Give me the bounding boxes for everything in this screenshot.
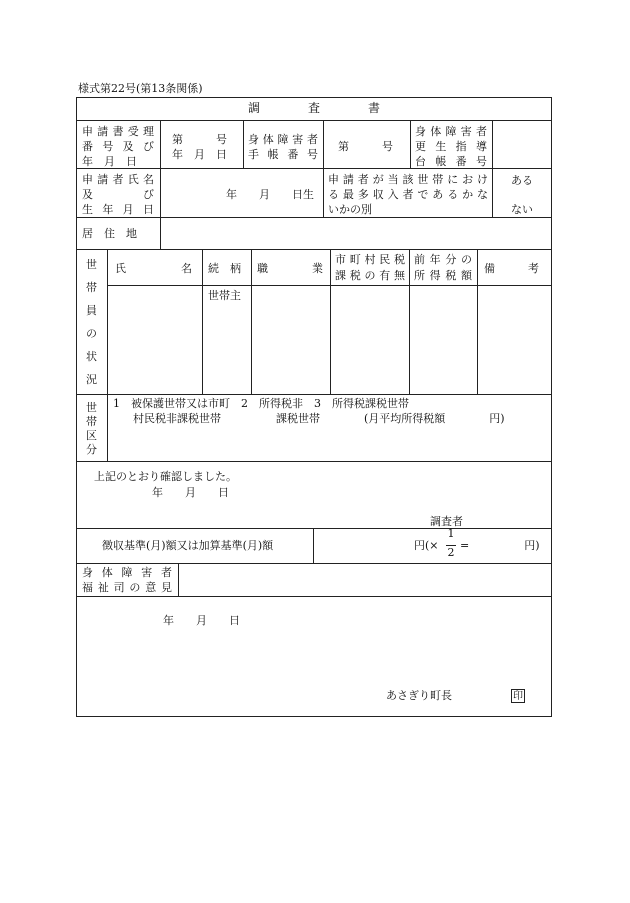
yes-option: ある	[511, 174, 533, 187]
fee-value-prefix: 円(×	[414, 539, 439, 552]
household-side-2: 帯	[86, 281, 97, 294]
col-income-2: 所得税額	[414, 269, 472, 282]
fee-label: 徴収基準(月)額又は加算基準(月)額	[102, 539, 274, 552]
max-income-question-3: いかの別	[328, 203, 372, 216]
investigator-label: 調査者	[430, 515, 463, 528]
fee-value-suffix: = 円)	[460, 539, 540, 552]
receipt-label-1: 申請書受理	[82, 125, 154, 138]
col-remarks: 備 考	[484, 262, 539, 275]
receipt-label-2: 番号及び	[82, 140, 154, 153]
birth-date: 年 月 日生	[226, 188, 314, 201]
household-side-1: 世	[86, 258, 97, 271]
category-side-2: 帯	[86, 415, 97, 428]
receipt-date: 年 月 日	[172, 148, 227, 161]
address-label: 居 住 地	[82, 227, 137, 240]
opinion-date: 年 月 日	[163, 614, 240, 627]
household-side-3: 員	[86, 304, 97, 317]
applicant-label-2: 及 び	[82, 188, 154, 201]
category-line-1: 1 被保護世帯又は市町 2 所得税非 3 所得税課税世帯	[113, 397, 409, 410]
opinion-label-2: 福祉司の意見	[82, 581, 172, 594]
handbook-label-2: 手帳番号	[248, 148, 318, 161]
col-name: 氏 名	[115, 262, 192, 275]
fee-fraction-numerator: 1	[447, 527, 455, 540]
rehab-label-2: 更生指導	[415, 140, 487, 153]
handbook-label-1: 身体障害者	[248, 133, 318, 146]
no-option: ない	[511, 203, 533, 216]
col-relation: 続 柄	[208, 262, 241, 275]
mayor-label: あさぎり町長	[386, 689, 452, 702]
col-tax-2: 課税の有無	[335, 269, 405, 282]
seal-mark: 印	[513, 691, 523, 702]
fee-fraction-denominator: 2	[447, 546, 455, 559]
household-side-5: 状	[86, 350, 97, 363]
form-title: 調 査 書	[247, 101, 380, 115]
max-income-question-1: 申請者が当該世帯におけ	[328, 173, 488, 186]
opinion-label-1: 身体障害者	[82, 566, 172, 579]
col-job: 職 業	[257, 262, 323, 275]
receipt-number: 第 号	[172, 133, 227, 146]
receipt-label-3: 年 月 日	[82, 155, 137, 168]
household-side-6: 況	[86, 373, 97, 386]
category-side-1: 世	[86, 401, 97, 414]
handbook-number: 第 号	[338, 140, 393, 153]
category-side-4: 分	[86, 443, 97, 456]
confirm-text: 上記のとおり確認しました。	[94, 470, 237, 483]
max-income-question-2: る最多収入者であるかな	[328, 188, 488, 201]
household-side-4: の	[86, 327, 97, 340]
col-income-1: 前年分の	[414, 253, 472, 266]
rehab-label-3: 台帳番号	[415, 155, 487, 168]
col-tax-1: 市町村民税	[335, 253, 405, 266]
form-number-label: 様式第22号(第13条関係)	[78, 82, 203, 95]
category-line-2: 村民税非課税世帯 課税世帯 (月平均所得税額 円)	[133, 412, 505, 425]
rehab-label-1: 身体障害者	[415, 125, 487, 138]
category-side-3: 区	[86, 429, 97, 442]
relation-householder: 世帯主	[208, 289, 241, 302]
confirm-date: 年 月 日	[152, 486, 229, 499]
applicant-label-3: 生年月日	[82, 203, 154, 216]
applicant-label-1: 申請者氏名	[82, 173, 154, 186]
